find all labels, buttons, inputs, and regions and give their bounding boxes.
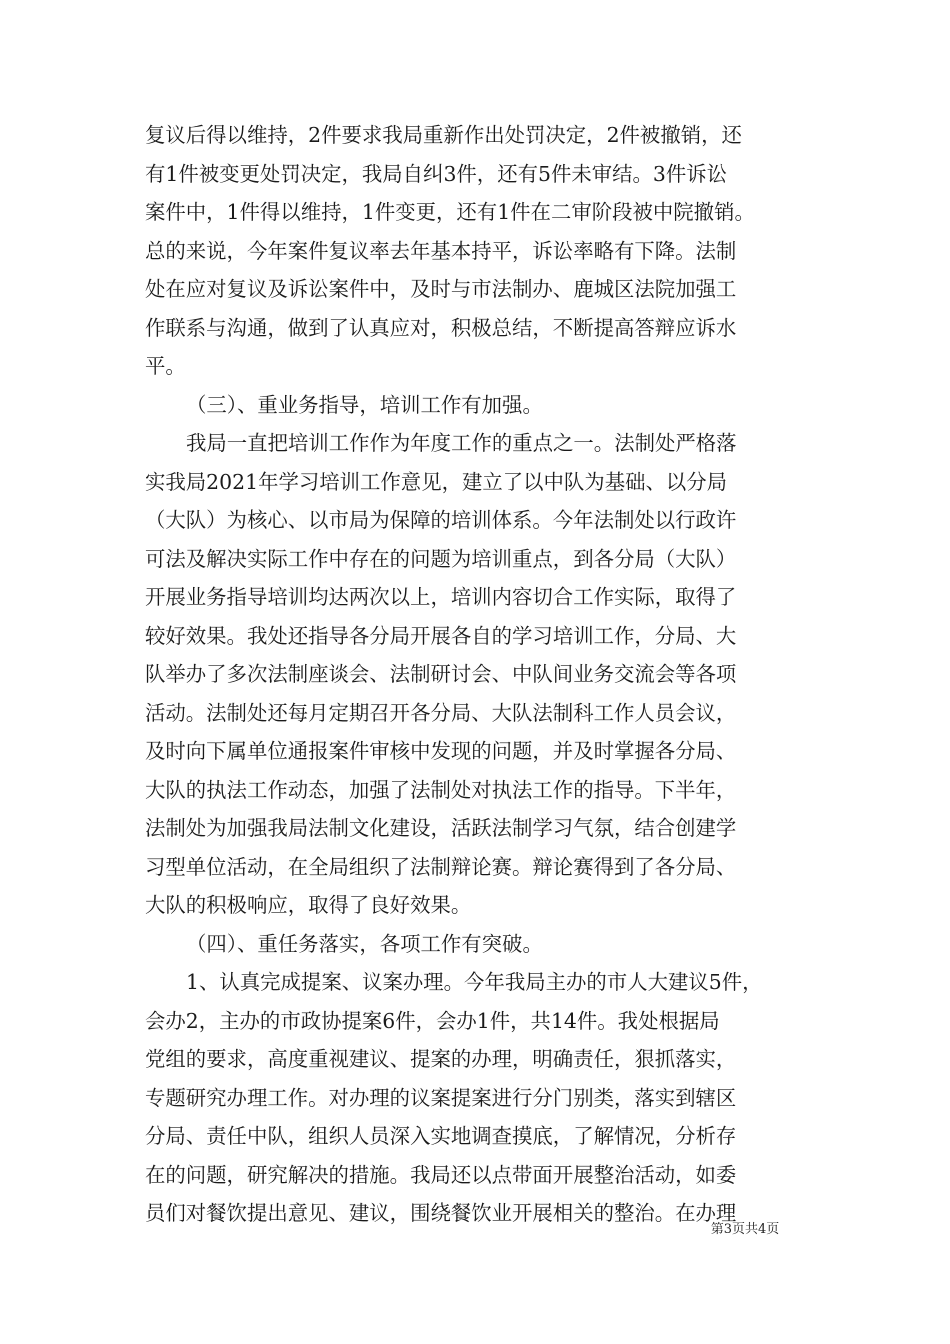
text-line: 队举办了多次法制座谈会、法制研讨会、中队间业务交流会等各项 <box>145 662 737 686</box>
text-line: 会办2，主办的市政协提案6件，会办1件，共14件。我处根据局 <box>145 1008 720 1033</box>
text-line: 平。 <box>145 354 186 378</box>
text-line: 及时向下属单位通报案件审核中发现的问题，并及时掌握各分局、 <box>145 739 737 763</box>
text-line: 可法及解决实际工作中存在的问题为培训重点，到各分局（大队） <box>145 546 737 571</box>
text-line: 习型单位活动，在全局组织了法制辩论赛。辩论赛得到了各分局、 <box>145 854 737 879</box>
section-heading: （四）、重任务落实，各项工作有突破。 <box>186 931 543 956</box>
text-line: 分局、责任中队，组织人员深入实地调查摸底，了解情况，分析存 <box>145 1124 737 1148</box>
text-line: 党组的要求，高度重视建议、提案的办理，明确责任，狠抓落实， <box>145 1047 737 1071</box>
text-line: 大队的积极响应，取得了良好效果。 <box>145 893 472 917</box>
text-line: 活动。法制处还每月定期召开各分局、大队法制科工作人员会议， <box>145 700 737 725</box>
page-footer <box>0 1218 950 1237</box>
text-line: 开展业务指导培训均达两次以上，培训内容切合工作实际，取得了 <box>145 585 737 609</box>
text-line: 在的问题，研究解决的措施。我局还以点带面开展整治活动，如委 <box>145 1162 737 1187</box>
text-line: （大队）为核心、以市局为保障的培训体系。今年法制处以行政许 <box>145 508 737 532</box>
text-line: 处在应对复议及诉讼案件中，及时与市法制办、鹿城区法院加强工 <box>145 277 737 301</box>
text-line: 我局一直把培训工作作为年度工作的重点之一。法制处严格落 <box>186 431 737 455</box>
text-line: 1、认真完成提案、议案办理。今年我局主办的市人大建议5件， <box>186 970 763 994</box>
text-line: 总的来说，今年案件复议率去年基本持平，诉讼率略有下降。法制 <box>145 238 737 263</box>
section-heading: （三）、重业务指导，培训工作有加强。 <box>186 392 543 417</box>
text-line: 员们对餐饮提出意见、建议，围绕餐饮业开展相关的整治。在办理 <box>145 1201 737 1225</box>
page-number: 第3页共4页 <box>710 1222 780 1237</box>
text-line: 法制处为加强我局法制文化建设，活跃法制学习气氛，结合创建学 <box>145 816 737 840</box>
text-line: 有1件被变更处罚决定，我局自纠3件，还有5件未审结。3件诉讼 <box>145 161 728 186</box>
text-line: 较好效果。我处还指导各分局开展各自的学习培训工作，分局、大 <box>145 623 737 648</box>
document-body <box>145 116 810 1233</box>
text-line: 实我局2021年学习培训工作意见，建立了以中队为基础、以分局 <box>145 469 728 494</box>
text-line: 案件中，1件得以维持，1件变更，还有1件在二审阶段被中院撤销。 <box>145 200 755 224</box>
text-line: 大队的执法工作动态，加强了法制处对执法工作的指导。下半年， <box>145 777 737 802</box>
text-line: 复议后得以维持，2件要求我局重新作出处罚决定，2件被撤销，还 <box>145 123 742 147</box>
text-line: 作联系与沟通，做到了认真应对，积极总结，不断提高答辩应诉水 <box>145 315 737 340</box>
text-line: 专题研究办理工作。对办理的议案提案进行分门别类，落实到辖区 <box>145 1085 737 1110</box>
